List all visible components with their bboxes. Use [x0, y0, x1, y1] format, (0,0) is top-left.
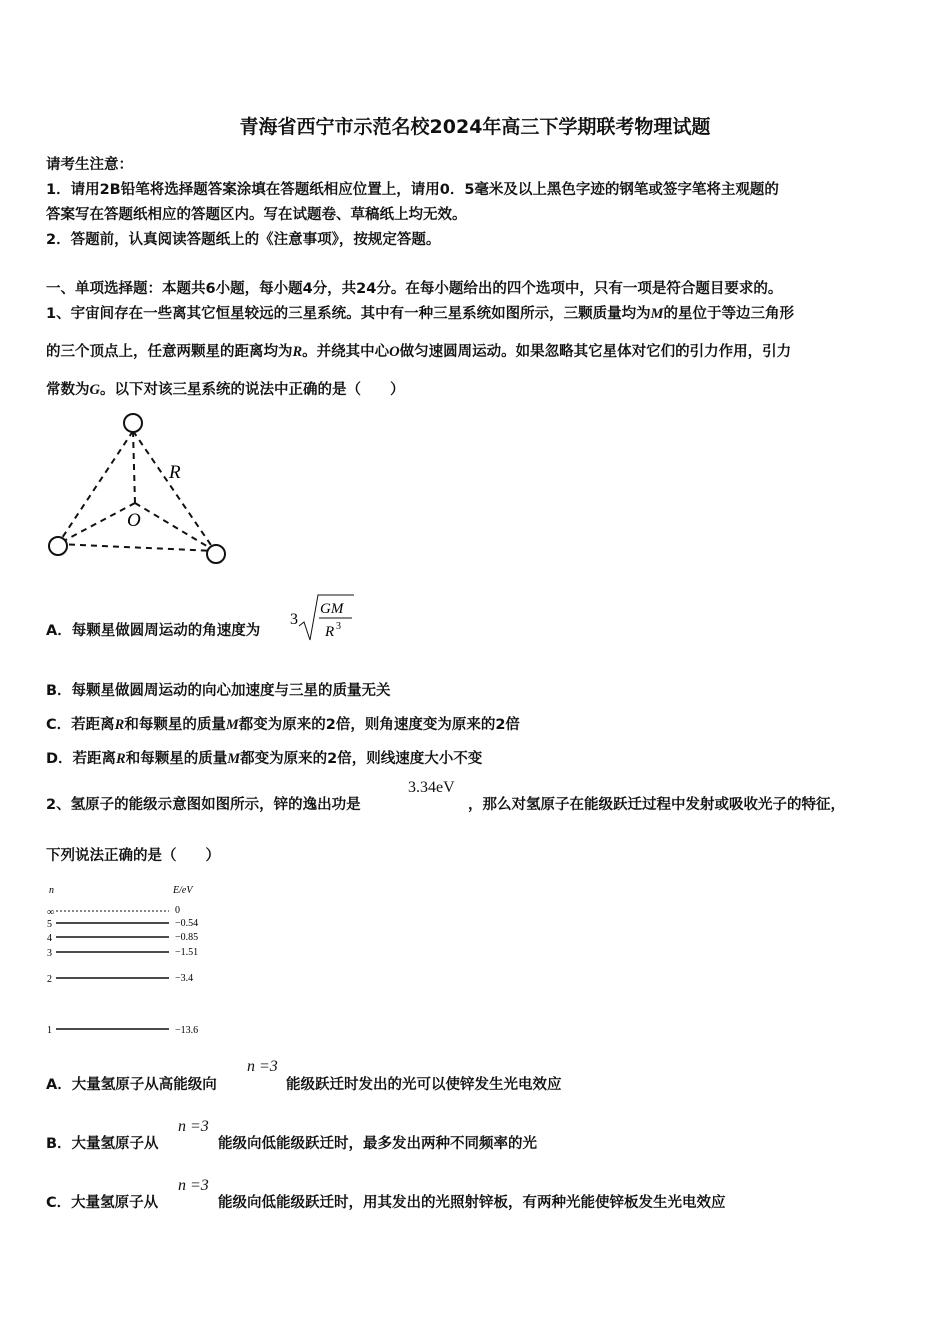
q1-option-c-M: M — [225, 717, 239, 733]
energy-level-n: 4 — [47, 933, 52, 944]
q1-stem-line-2 — [46, 340, 791, 361]
triangle-edge-left — [58, 431, 133, 544]
q1-stem-G: G — [89, 382, 100, 398]
q2-option-c-n — [178, 1177, 209, 1195]
q1-stem-text: 做匀速圆周运动。如果忽略其它星体对它们的引力作用，引力 — [399, 344, 792, 360]
q1-option-c-text: C．若距离 — [46, 717, 115, 733]
n-axis-label: n — [49, 885, 54, 896]
q2-option-c-text: C．大量氢原子从 — [46, 1195, 159, 1211]
q1-option-d-M: M — [227, 751, 241, 767]
root-index: 3 — [290, 611, 298, 628]
q2-option-a-n-value: n =3 — [247, 1058, 278, 1075]
energy-level-value: −0.54 — [175, 918, 199, 929]
energy-level-n: 2 — [47, 974, 52, 985]
notice-line-2: 答案写在答题纸相应的答题区内。写在试题卷、草稿纸上均无效。 — [46, 207, 467, 223]
label-R: R — [169, 462, 181, 483]
energy-levels — [47, 905, 198, 1036]
q1-option-d-text: 都变为原来的2倍，则线速度大小不变 — [240, 751, 483, 767]
energy-level-n: 1 — [47, 1025, 52, 1036]
energy-level-value: −13.6 — [175, 1025, 199, 1036]
q1-option-a-text: A．每颗星做圆周运动的角速度为 — [46, 623, 261, 639]
energy-level-n: 3 — [47, 948, 52, 959]
q2-stem-line-1-b: ，那么对氢原子在能级跃迁过程中发射或吸收光子的特征， — [468, 797, 845, 813]
page-title: 青海省西宁市示范名校2024年高三下学期联考物理试题 — [239, 116, 711, 138]
star-top — [124, 414, 142, 432]
q1-stem-text: 。并绕其中心 — [302, 344, 390, 360]
energy-axis-label: E/eV — [173, 885, 193, 896]
triangle-edge-right — [133, 431, 215, 551]
q1-option-d-R: R — [116, 751, 126, 767]
q1-stem-text: 常数为 — [46, 382, 90, 398]
q1-option-c — [46, 713, 520, 734]
q2-option-c-n-value: n =3 — [178, 1177, 209, 1194]
radius-line-top — [133, 431, 135, 503]
q1-option-a — [46, 619, 260, 640]
q2-option-b-n — [178, 1118, 209, 1136]
section-heading: 一、单项选择题：本题共6小题，每小题4分，共24分。在每小题给出的四个选项中，只有一项是符合题目要求的。 — [46, 281, 783, 297]
q1-stem-text: 的星位于等边三角形 — [663, 306, 794, 322]
star-right — [207, 545, 225, 563]
formula-exponent: 3 — [336, 621, 341, 632]
star-left — [49, 537, 67, 555]
q2-option-c-text-2: 能级向低能级跃迁时，用其发出的光照射锌板，有两种光能使锌板发生光电效应 — [218, 1195, 726, 1211]
notice-heading: 请考生注意： — [46, 157, 133, 173]
q1-stem-text: 的三个顶点上，任意两颗星的距离均为 — [46, 344, 293, 360]
energy-level-value: −0.85 — [175, 932, 199, 943]
energy-level-value: 0 — [175, 905, 180, 916]
q1-option-b: B．每颗星做圆周运动的向心加速度与三星的质量无关 — [46, 683, 391, 699]
q2-option-b-text-2: 能级向低能级跃迁时，最多发出两种不同频率的光 — [218, 1136, 537, 1152]
q2-option-a-n — [247, 1058, 278, 1076]
q1-option-d — [46, 747, 482, 768]
q1-option-c-text: 和每颗星的质量 — [124, 717, 226, 733]
energy-level-value: −1.51 — [175, 947, 199, 958]
q1-stem-O: O — [389, 344, 400, 360]
q2-stem-line-1-a: 2、氢原子的能级示意图如图所示，锌的逸出功是 — [46, 797, 361, 813]
q2-stem-line-2: 下列说法正确的是（ ） — [46, 848, 220, 864]
notice-line-1: 1．请用2B铅笔将选择题答案涂填在答题纸相应位置上，请用0．5毫米及以上黑色字迹的钢笔或签字笔将主观题的 — [46, 182, 779, 198]
q1-option-d-text: 和每颗星的质量 — [125, 751, 228, 767]
radius-line-right — [135, 503, 215, 551]
label-O: O — [127, 510, 141, 531]
q1-option-a-formula — [288, 592, 360, 644]
q2-work-function: 3.34eV — [408, 779, 455, 796]
q1-option-d-text: D．若距离 — [46, 751, 117, 767]
energy-level-n: ∞ — [47, 907, 55, 918]
q1-option-c-R: R — [114, 717, 125, 733]
q1-option-c-text: 都变为原来的2倍，则角速度变为原来的2倍 — [238, 717, 520, 733]
q1-stem-text: 1、宇宙间存在一些离其它恒星较远的三星系统。其中有一种三星系统如图所示，三颗质量均为 — [46, 306, 651, 322]
q1-stem-line-1 — [46, 302, 794, 323]
notice-line-3: 2．答题前，认真阅读答题纸上的《注意事项》，按规定答题。 — [46, 232, 441, 248]
energy-level-n: 5 — [47, 919, 52, 930]
energy-level-value: −3.4 — [175, 973, 194, 984]
triangle-edge-bottom — [58, 544, 215, 551]
q1-stem-M: M — [650, 306, 664, 322]
q1-stem-line-3 — [46, 378, 404, 399]
energy-level-diagram — [42, 880, 222, 1040]
q2-option-a-text-2: 能级跃迁时发出的光可以使锌发生光电效应 — [286, 1077, 562, 1093]
q1-stem-text: 。以下对该三星系统的说法中正确的是（ ） — [99, 382, 405, 398]
formula-numerator: GM — [320, 601, 344, 617]
formula-denominator: R — [325, 624, 335, 640]
q1-stem-R: R — [292, 344, 303, 360]
three-star-diagram — [40, 408, 240, 573]
q2-option-b-text: B．大量氢原子从 — [46, 1136, 159, 1152]
radius-line-left — [58, 503, 135, 544]
q2-option-b-n-value: n =3 — [178, 1118, 209, 1135]
q2-option-a-text: A．大量氢原子从高能级向 — [46, 1077, 217, 1093]
